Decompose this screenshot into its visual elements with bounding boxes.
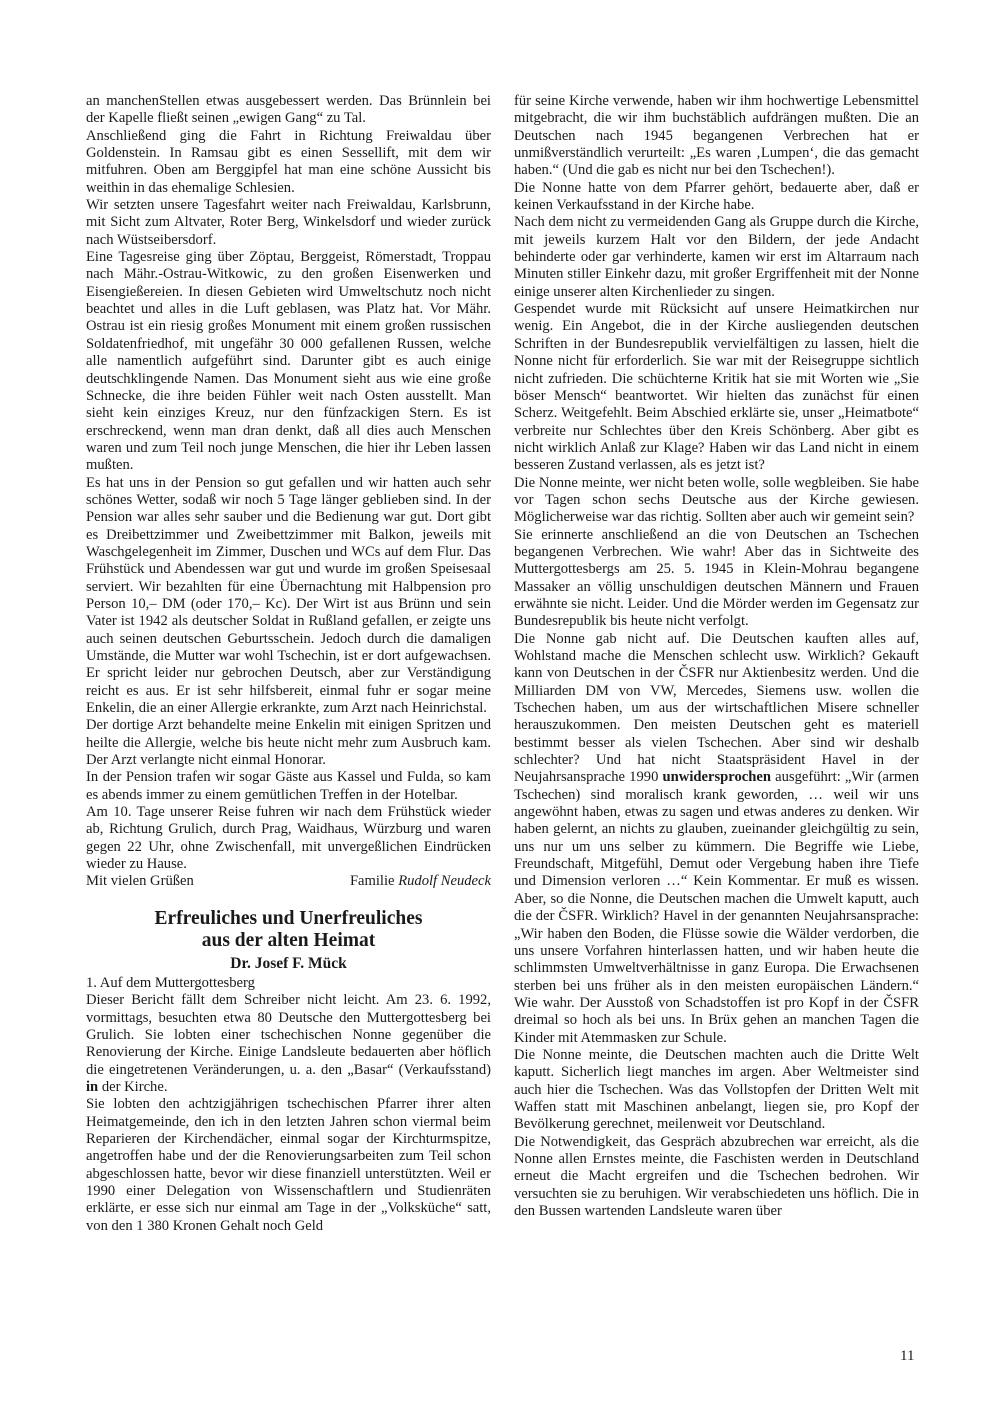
right-paragraph-8: Die Nonne meinte, die Deutschen machten auch die Dritte Welt kaputt. Sicherlich liegt manches im argen. Aber Weltmeister sind auch hier die Tschechen. Was das Vollstopfen der Dritten Welt mit Waffen statt mit Maschinen anbelangt, liegen sie, pro Kopf der Bevölkerung gerechnet, meilenweit vor Deutschland. xyxy=(514,1046,919,1133)
right-paragraph-9: Die Notwendigkeit, das Gespräch abzubrechen war erreicht, als die Nonne allen Ernstes meinte, die Faschisten werden in Deutschland erneut die Macht ergreifen und die Tschechen bedrohen. Wir versuchten sie zu beruhigen. Wir verabschiedeten uns höflich. Die in den Bussen wartenden Landsleute waren über xyxy=(514,1133,919,1219)
left-paragraph-5: Es hat uns in der Pension so gut gefallen und wir hatten auch sehr schönes Wetter, sodaß wir noch 5 Tage länger geblieben sind. In der Pension war alles sehr sauber und die Bedienung war gut. Dort gibt es Dreibettzimmer und Zweibettzimmer mit Balkon, jeweils mit Waschgelegenheit im Zimmer, Duschen und WCs auf dem Flur. Das Frühstück und Abendessen war gut und wurde im großen Speisesaal serviert. Wir bezahlten für eine Übernachtung mit Halbpension pro Person 10,– DM (oder 170,– Kc). Der Wirt ist aus Brünn und sein Vater ist 1942 als deutscher Soldat in Rußland gefallen, er zeigte uns auch seinen deutschen Geburtsschein. Jedoch durch die damaligen Umstände, die Mutter war wohl Tschechin, ist er dort aufgewachsen. Er spricht leider nur gebrochen Deutsch, aber zur Verständigung reicht es aus. Er ist sehr hilfsbereit, einmal fuhr er sogar meine Enkelin, die an einer Allergie erkrankte, zum Arzt nach Heinrichstal. xyxy=(86,474,491,717)
letter-closing: Mit vielen Grüßen xyxy=(86,873,194,890)
right-paragraph-3: Nach dem nicht zu vermeidenden Gang als Gruppe durch die Kirche, mit jeweils kurzem Halt vor den Bildern, der jede Andacht behinderte oder gar verhinderte, kamen wir erst im Altarraum nach Minuten stiller Einkehr dazu, mit großer Ergriffenheit mit der Nonne einige unserer alten Kirchenlieder zu singen. xyxy=(514,214,919,300)
left-column xyxy=(86,93,491,1235)
left-paragraph-8: Am 10. Tage unserer Reise fuhren wir nach dem Frühstück wieder ab, Richtung Grulich, durch Prag, Waidhaus, Würzburg und waren gegen 22 Uhr, ohne Zwischenfall, mit unvergeßlichen Eindrücken wieder zu Hause. xyxy=(86,804,491,873)
article-p1-text-a: Dieser Bericht fällt dem Schreiber nicht leicht. Am 23. 6. 1992, vormittags, besuchten etwa 80 Deutsche den Muttergottesberg bei Grulich. Sie lobten einer tschechischen Nonne gegenüber die Renovierung der Kirche. Einige Landsleute bedauerten aber höflich die eingetretenen Veränderungen, u. a. den „Basar“ (Verkaufsstand) xyxy=(86,992,491,1078)
left-paragraph-3: Wir setzten unsere Tagesfahrt weiter nach Freiwaldau, Karlsbrunn, mit Sicht zum Altvater, Roter Berg, Winkelsdorf und wieder zurück nach Wüstseibersdorf. xyxy=(86,197,491,248)
article-title-line-2: aus der alten Heimat xyxy=(201,929,376,951)
signature-prefix: Familie xyxy=(349,873,395,890)
article-author: Dr. Josef F. Mück xyxy=(230,954,347,972)
article-p1-text-b: der Kirche. xyxy=(101,1078,168,1095)
left-paragraph-4: Eine Tagesreise ging über Zöptau, Berggeist, Römerstadt, Troppau nach Mähr.-Ostrau-Witkowic, zu den großen Eisenwerken und Eisengießereien. In diesen Gebieten wird Umweltschutz noch nicht beachtet und alles in die Luft geblasen, was Platz hat. Vor Mähr. Ostrau ist ein riesig großes Monument mit einem großen russischen Soldatenfriedhof, mit ungefähr 30 000 gefallenen Russen, welche alle namentlich aufgeführt sind. Darunter gibt es auch einige deutschklingende Namen. Das Monument sieht aus wie eine große Schnecke, die ihre beiden Fühler weit nach Osten ausstellt. Man sieht kein einziges Kreuz, nur den fünfzackigen Stern. Es ist erschreckend, wenn man dran denkt, daß all dies auch Menschen waren und zum Teil noch junge Menschen, die hier ihr Leben lassen mußten. xyxy=(86,249,491,474)
left-paragraph-1: an manchenStellen etwas ausgebessert werden. Das Brünnlein bei der Kapelle fließt seinen „ewigen Gang“ zu Tal. xyxy=(86,93,491,127)
right-paragraph-5: Die Nonne meinte, wer nicht beten wolle, solle wegbleiben. Sie habe vor Tagen schon sechs Deutsche aus der Kirche gewiesen. Möglicherweise war das richtig. Sollten aber auch wir gemeint sein? xyxy=(514,474,919,526)
right-paragraph-4: Gespendet wurde mit Rücksicht auf unsere Heimatkirchen nur wenig. Ein Angebot, die in der Kirche ausliegenden deutschen Schriften in der Bundesrepublik vervielfältigen zu lassen, hielt die Nonne nicht für erforderlich. Sie war mit der Reisegruppe sichtlich nicht zufrieden. Die schüchterne Kritik hat sie mit Worten wie „Sie böser Mensch“ beantwortet. Wir hielten das zunächst für einen Scherz. Weitgefehlt. Beim Abschied erklärte sie, unser „Heimatbote“ verbreite nur Schlechtes über den Kreis Schönberg. Aber gibt es nicht wirklich Anlaß zur Klage? Haben wir das Land nicht in einem besseren Zustand verlassen, als es jetzt ist? xyxy=(514,301,919,474)
right-paragraph-7 xyxy=(514,631,919,1047)
right-p7-text-a: Die Nonne gab nicht auf. Die Deutschen kauften alles auf, Wohlstand mache die Menschen schlecht usw. Wirklich? Gekauft kann von Deutschen in der ČSFR nur Aktienbesitz werden. Und die Milliarden DM von VW, Mercedes, Siemens usw. wollen die Tschechen haben, um aus der wirtschaftlichen Misere schneller herauszukommen. Den meisten Deutschen geht es materiell bestimmt besser als vielen Tschechen. Aber sind wir deshalb schlechter? Und hat nicht Staatspräsident Havel in der Neujahrsansprache 1990 xyxy=(514,630,919,786)
right-p7-bold: unwidersprochen xyxy=(662,769,771,786)
article-title-line-1: Erfreuliches und Unerfreuliches xyxy=(154,907,423,929)
page-number: 11 xyxy=(900,1348,915,1364)
right-column xyxy=(514,93,919,1220)
letter-signature-line xyxy=(86,873,491,890)
right-paragraph-1: für seine Kirche verwende, haben wir ihm hochwertige Lebensmittel mitgebracht, die wir ihm buchstäblich aufdrängen mußten. Die an Deutschen nach 1945 begangenen Verbrechen hat er unmißverständlich verurteilt: „Es waren ‚Lumpen‘, die das gemacht haben.“ (Und die gab es nicht nur bei den Tschechen!). xyxy=(514,93,919,179)
article-title xyxy=(86,908,491,952)
article-paragraph-1 xyxy=(86,992,491,1096)
section-heading: 1. Auf dem Muttergottesberg xyxy=(86,974,255,991)
right-paragraph-2: Die Nonne hatte von dem Pfarrer gehört, bedauerte aber, daß er keinen Verkaufsstand in der Kirche habe. xyxy=(514,179,919,214)
left-paragraph-2: Anschließend ging die Fahrt in Richtung Freiwaldau über Goldenstein. In Ramsau gibt es einen Sessellift, mit dem wir mitfuhren. Oben am Berggipfel hat man eine schöne Aussicht bis weithin in das ehemalige Schlesien. xyxy=(86,127,491,196)
article-paragraph-2: Sie lobten den achtzigjährigen tschechischen Pfarrer ihrer alten Heimatgemeinde, den ich in den letzten Jahren schon viermal beim Reparieren der Kirchendächer, einmal sogar der Kirchturmspitze, angetroffen habe und der die Renovierungsarbeiten zum Teil schon abgeschlossen hatte, bevor wir diese finanziell unterstützten. Weil er 1990 einer Delegation von Wissenschaftlern und Studienräten erklärte, er esse sich nur einmal am Tage in der „Volksküche“ satt, von den 1 380 Kronen Gehalt noch Geld xyxy=(86,1096,491,1234)
article-p1-bold: in xyxy=(86,1078,99,1095)
signature-name: Rudolf Neudeck xyxy=(398,873,491,890)
letter-signature xyxy=(350,873,491,890)
right-paragraph-6: Sie erinnerte anschließend an die von Deutschen an Tschechen begangenen Verbrechen. Wie wahr! Aber das in Sichtweite des Muttergottesbergs am 25. 5. 1945 in Klein-Mohrau begangene Massaker an völlig unschuldigen deutschen Männern und Frauen erwähnte sie nicht. Leider. Und die Mörder werden im Gegensatz zur Bundesrepublik bis heute nicht verfolgt. xyxy=(514,526,919,630)
left-paragraph-7: In der Pension trafen wir sogar Gäste aus Kassel und Fulda, so kam es abends immer zu einem gemütlichen Treffen in der Hotelbar. xyxy=(86,769,491,803)
right-p7-text-b: ausgeführt: „Wir (armen Tschechen) sind moralisch krank geworden, … weil wir uns angewöhnt haben, etwas zu sagen und etwas anderes zu denken. Wir haben gelernt, an nichts zu glauben, zueinander gleichgültig zu sein, uns nur um uns selber zu kümmern. Die Begriffe wie Liebe, Freundschaft, Mitgefühl, Demut oder Vergebung haben ihre Tiefe und Dimension verloren …“ Kein Kommentar. Er muß es wissen. Aber, so die Nonne, die Deutschen machen die Umwelt kaputt, auch die der ČSFR. Wirklich? Havel in der genannten Neujahrsansprache: „Wir haben den Boden, die Flüsse sowie die Wälder verdorben, die uns unsere Vorfahren hinterlassen hatten, und wir haben heute die schlimmsten Umweltverhältnisse in ganz Europa. Die Erwachsenen sterben bei uns früher als in den meisten europäischen Ländern.“ Wie wahr. Der Ausstoß von Schadstoffen ist pro Kopf in der ČSFR dreimal so hoch als bei uns. In Brüx gehen an manchen Tagen die Kinder mit Atemmasken zur Schule. xyxy=(514,769,920,1046)
left-paragraph-6: Der dortige Arzt behandelte meine Enkelin mit einigen Spritzen und heilte die Allergie, welche bis heute nicht mehr zum Ausbruch kam. Der Arzt verlangte nicht einmal Honorar. xyxy=(86,717,491,769)
